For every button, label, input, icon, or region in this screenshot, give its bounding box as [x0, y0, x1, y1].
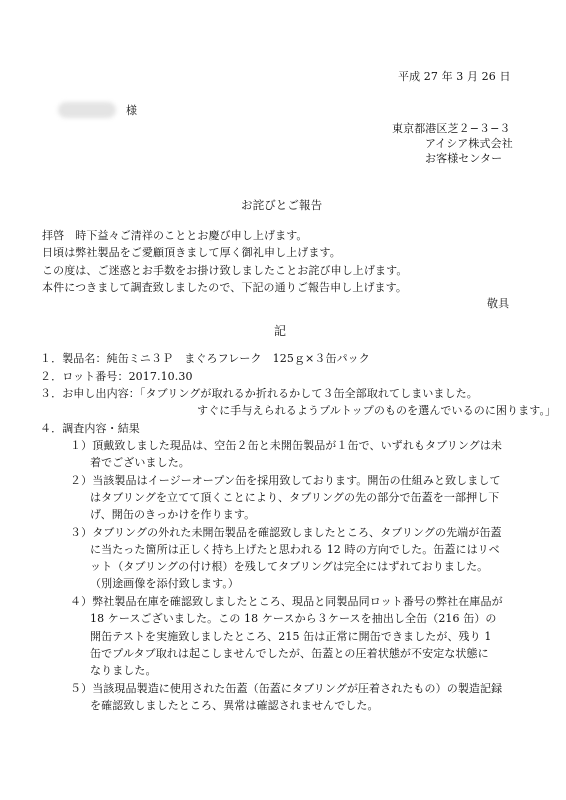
finding-4-line-3: 開缶テストを実施致しましたところ、215 缶は正常に開缶できましたが、残り 1 [90, 630, 492, 643]
finding-5-line-2: を確認致しましたところ、異常は確認されませんでした。 [90, 699, 379, 712]
letter-date: 平成 27 年 3 月 26 日 [398, 70, 511, 83]
finding-3-line-3: ット（タブリングの付け根）を残してタブリングは完全にはずれておりました。 [90, 560, 489, 573]
finding-2-line-2: はタブリングを立てて頂くことにより、タブリングの先の部分で缶蓋を一部押し下 [90, 491, 500, 504]
finding-4-line-4: 缶でプルタブ取れは起こしませんでしたが、缶蓋との圧着状態が不安定な状態に [90, 647, 489, 660]
finding-2-line-1: ２）当該製品はイージーオープン缶を採用致しております。開缶の仕組みと致しまして [70, 474, 501, 487]
greeting-line-3: この度は、ご迷惑とお手数をお掛け致しましたことお詫び申し上げます。 [42, 264, 408, 277]
finding-1-line-1: １）頂戴致しました現品は、空缶２缶と未開缶製品が１缶で、いずれもタブリングは未 [70, 439, 503, 452]
finding-3-line-4: （別途画像を添付致します。） [90, 577, 240, 590]
sender-department: お客様センター [425, 152, 503, 165]
closing-keigu: 敬具 [487, 297, 510, 310]
finding-4-line-5: なりました。 [90, 664, 157, 677]
item-3-continued: すぐに手与えられるようプルトップのものを選んでいるのに困ります。」 [197, 404, 557, 417]
finding-3-line-2: に当たった箇所は正しく持ち上げたと思われる 12 時の方向でした。缶蓋にはリベ [90, 543, 500, 556]
item-3: ３．お申し出内容：「タブリングが取れるか折れるかして３缶全部取れてしまいました。 [40, 387, 478, 400]
item-1: １．製品名：純缶ミニ３Ｐ まぐろフレーク 125ｇ×３缶パック [40, 352, 370, 365]
recipient-suffix: 様 [126, 104, 138, 117]
finding-5-line-1: ５）当該現品製造に使用された缶蓋（缶蓋にタブリングが圧着されたもの）の製造記録 [70, 682, 503, 695]
finding-1-line-2: 着でございました。 [90, 456, 190, 469]
ki-heading: 記 [274, 324, 287, 338]
item-2: ２．ロット番号：2017.10.30 [40, 370, 193, 383]
sender-address: 東京都港区芝２−３−３ [392, 122, 511, 135]
finding-4-line-1: ４）弊社製品在庫を確認致しましたところ、現品と同製品同ロット番号の弊社在庫品が [70, 595, 503, 608]
greeting-line-4: 本件につきまして調査致しましたので、下記の通りご報告申し上げます。 [42, 281, 407, 294]
finding-4-line-2: 18 ケースございました。この 18 ケースから３ケースを抽出し全缶（216 缶）の [90, 612, 497, 625]
finding-2-line-3: げ、開缶のきっかけを作ります。 [90, 508, 256, 521]
item-4: ４．調査内容・結果 [40, 422, 140, 435]
greeting-line-1: 拝啓 時下益々ご清祥のこととお慶び申し上げます。 [42, 229, 308, 242]
greeting-line-2: 日頃は弊社製品をご愛顧頂きまして厚く御礼申し上げます。 [42, 246, 341, 259]
sender-company: アイシア株式会社 [425, 137, 513, 150]
letter-title: お詫びとご報告 [241, 198, 323, 212]
finding-3-line-1: ３）タブリングの外れた未開缶製品を確認致しましたところ、タブリングの先端が缶蓋 [70, 526, 502, 539]
redacted-recipient-name [58, 102, 116, 118]
